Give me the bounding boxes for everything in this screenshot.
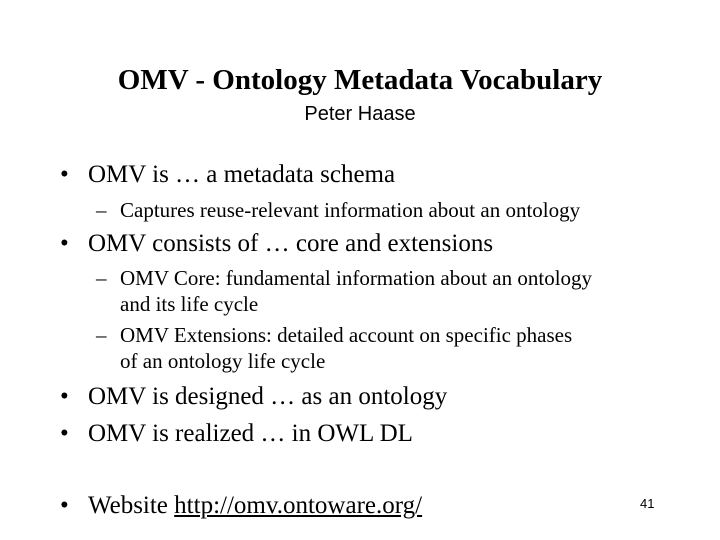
subbullet-text-line1: OMV Core: fundamental information about an ontology [120,266,593,290]
dash-glyph: – [96,198,107,222]
subbullet-captures [96,197,580,223]
subbullet-omv-core [96,265,592,317]
slide-subtitle-author: Peter Haase [304,103,416,125]
website-link[interactable]: http://omv.ontoware.org/ [174,492,423,519]
slide-title: OMV - Ontology Metadata Vocabulary [117,64,603,96]
subbullet-omv-extensions [96,322,572,374]
bullet-glyph: • [60,420,69,447]
bullet-omv-is-schema [60,160,395,190]
bullet-glyph: • [60,161,69,188]
bullet-text: OMV consists of … core and extensions [88,230,494,257]
bullet-website [60,491,422,521]
page-number: 41 [640,496,655,511]
dash-glyph: – [96,266,107,290]
subbullet-text: Captures reuse-relevant information about an ontology [120,198,581,222]
subbullet-text-line2: of an ontology life cycle [120,349,326,373]
dash-glyph: – [96,323,107,347]
subbullet-text-line2: and its life cycle [120,292,259,316]
bullet-glyph: • [60,230,69,257]
bullet-omv-designed [60,382,447,412]
website-label: Website [88,492,175,519]
bullet-text: OMV is designed … as an ontology [88,383,448,410]
bullet-glyph: • [60,383,69,410]
bullet-omv-realized [60,419,413,449]
bullet-omv-consists [60,229,493,259]
subbullet-text-line1: OMV Extensions: detailed account on specific phases [120,323,573,347]
bullet-glyph: • [60,492,69,519]
bullet-text: OMV is … a metadata schema [88,161,396,188]
bullet-text: OMV is realized … in OWL DL [88,420,413,447]
